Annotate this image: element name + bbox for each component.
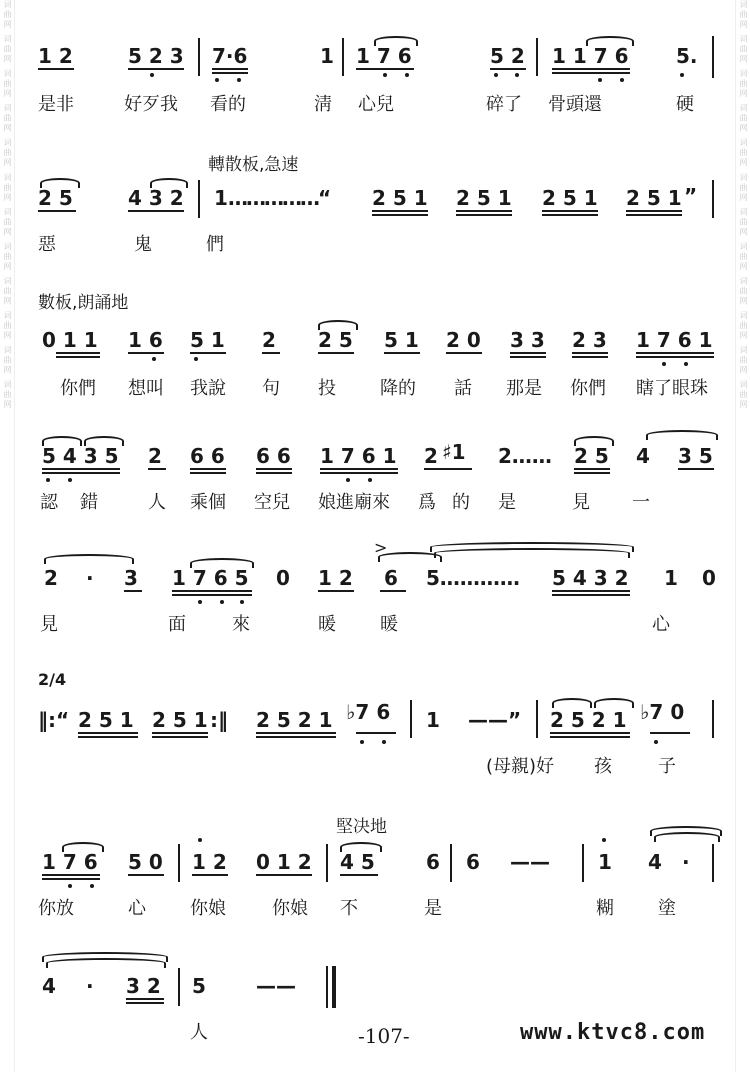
lyric: 話 [454, 378, 472, 399]
note-group: 2 5 [318, 328, 353, 352]
note-group: 5 2 [490, 44, 525, 68]
beam-line [456, 210, 512, 212]
barline [712, 36, 714, 78]
beam-line [78, 736, 138, 738]
note-group: 4 [648, 850, 662, 874]
note-group: 0 [702, 566, 716, 590]
beam-line [78, 732, 138, 734]
beam-line [256, 472, 292, 474]
beam-line [626, 210, 682, 212]
low-octave-dot [405, 73, 409, 77]
lyric: 乘個 [190, 492, 226, 513]
low-octave-dot [620, 78, 624, 82]
low-octave-dot [220, 600, 224, 604]
note-group: 2 [148, 444, 162, 468]
slur [594, 698, 634, 708]
lyric: 的 [452, 492, 470, 513]
low-octave-dot [515, 73, 519, 77]
repeat-end: :‖ [210, 708, 228, 732]
note-group: 1 1 7 6 [552, 44, 629, 68]
repeat-start: ‖:“ [38, 708, 70, 732]
note-group: 2 [262, 328, 276, 352]
note-group: 1 7 6 1 [320, 444, 397, 468]
low-octave-dot [680, 73, 684, 77]
beam-line [256, 732, 336, 734]
note-group: 1 [598, 850, 612, 874]
beam-line [126, 998, 164, 1000]
low-octave-dot [383, 73, 387, 77]
dot-extension: · [682, 850, 690, 874]
beam-line [372, 210, 428, 212]
lyric: 糊 [596, 898, 614, 919]
slur [374, 36, 418, 46]
slur [340, 842, 382, 852]
note-group: 2 5 1 [372, 186, 428, 210]
barline [712, 844, 714, 882]
note-group: 5 2 3 [128, 44, 184, 68]
lyric: 認 [40, 492, 58, 513]
tempo-marking: 堅决地 [336, 817, 387, 837]
lyric: 碎了 [486, 94, 522, 115]
low-octave-dot [684, 362, 688, 366]
right-watermark-strip: 词曲网 词曲网 词曲网 词曲网 词曲网 词曲网 词曲网 词曲网 词曲网 词曲网 词曲网 词曲网 [735, 0, 750, 1072]
low-octave-dot [150, 73, 154, 77]
beam-line [190, 472, 226, 474]
barline [536, 700, 538, 738]
beam-line [172, 590, 252, 592]
lyric: 娘進廟來 [318, 492, 390, 513]
lyric: 爲 [418, 492, 436, 513]
lyric: 心 [652, 614, 670, 635]
note-group: 3 5 [678, 444, 713, 468]
note-group: 2 3 [572, 328, 607, 352]
lyric: 投 [318, 378, 336, 399]
note-group: 2 0 [446, 328, 481, 352]
slur [574, 436, 614, 446]
lyric: 子 [658, 756, 676, 777]
barline [178, 844, 180, 882]
beam-line [42, 874, 100, 876]
lyric: 淸 [314, 94, 332, 115]
website-watermark: www.ktvc8.com [520, 1020, 706, 1045]
note-group: 1 7 6 [42, 850, 98, 874]
tempo-marking: 數板,朗誦地 [38, 293, 129, 313]
beam-line [128, 68, 184, 70]
lyric: 是非 [38, 94, 74, 115]
beam-line [190, 352, 226, 354]
beam-line [152, 736, 208, 738]
low-octave-dot [360, 740, 364, 744]
lyric: 們 [206, 234, 224, 255]
low-octave-dot [152, 357, 156, 361]
lyric: 硬 [676, 94, 694, 115]
note-group: 5 0 [128, 850, 163, 874]
beam-line [128, 352, 164, 354]
note-group: 2 5 2 1 [256, 708, 333, 732]
low-octave-dot [46, 478, 50, 482]
beam-line [318, 352, 354, 354]
beam-line [42, 468, 120, 470]
note-group: 2 [44, 566, 58, 590]
note-group: 1 7 6 [356, 44, 412, 68]
lyric: 見 [572, 492, 590, 513]
beam-line [446, 352, 482, 354]
beam-line [148, 468, 166, 470]
slur [318, 320, 358, 330]
slur [378, 552, 442, 562]
closing-quote: ” [684, 184, 698, 208]
note-group: 6 [466, 850, 480, 874]
note-group: 1 2 [38, 44, 73, 68]
note-group: 4 3 2 [128, 186, 184, 210]
lyric: 錯 [80, 492, 98, 513]
beam-line [510, 356, 546, 358]
note-group: 1 7 6 1 [636, 328, 713, 352]
note-group: 4 [636, 444, 650, 468]
low-octave-dot [598, 78, 602, 82]
lyric: 我說 [190, 378, 226, 399]
lyric: 一 [632, 492, 650, 513]
beam-line [318, 590, 354, 592]
note-group: 2 5 2 1 [550, 708, 627, 732]
note-group: 5 4 3 2 [552, 566, 629, 590]
note-group: 2 5 [574, 444, 609, 468]
low-octave-dot [194, 357, 198, 361]
flat-note: ♭7 0 [640, 700, 685, 724]
barline [712, 180, 714, 218]
hold-line: —— [510, 850, 550, 874]
beam-line [212, 72, 248, 74]
beam-line [38, 210, 76, 212]
beam-line [424, 468, 472, 470]
beam-line [340, 874, 378, 876]
high-octave-dot [602, 838, 606, 842]
tempo-marking: 轉散板,急速 [208, 155, 299, 175]
note-group: 2 5 [38, 186, 73, 210]
accent-mark: > [374, 538, 388, 557]
barline [198, 38, 200, 76]
note-group: 2 5 1 [152, 708, 208, 732]
barline [582, 844, 584, 882]
note-group: 2 5 1 [626, 186, 682, 210]
hold-line: ——” [468, 708, 522, 732]
note-group: 4 5 [340, 850, 375, 874]
beam-line [456, 214, 512, 216]
beam-line [38, 68, 74, 70]
barline [326, 844, 328, 882]
beam-line [552, 68, 630, 70]
low-octave-dot [382, 740, 386, 744]
beam-line [542, 210, 598, 212]
beam-line [650, 732, 690, 734]
note-group: 3 [124, 566, 138, 590]
lyric: 塗 [658, 898, 676, 919]
low-octave-dot [368, 478, 372, 482]
lyric: 不 [340, 898, 358, 919]
beam-line [626, 214, 682, 216]
slur [190, 558, 254, 568]
beam-line [128, 210, 184, 212]
slur [42, 436, 82, 446]
lyric: 想叫 [128, 378, 164, 399]
lyric: 你們 [60, 378, 96, 399]
flat-note: ♭7 6 [346, 700, 391, 724]
dot-extension: · [86, 566, 94, 590]
beam-line [636, 356, 714, 358]
beam-line [152, 732, 208, 734]
note-group: 2 5 1 [456, 186, 512, 210]
lyric: 見 [40, 614, 58, 635]
beam-line [56, 352, 100, 354]
low-octave-dot [237, 78, 241, 82]
lyric: 降的 [380, 378, 416, 399]
beam-line [542, 214, 598, 216]
beam-line [552, 72, 630, 74]
lyric: 你放 [38, 898, 74, 919]
lyric: 心兒 [358, 94, 394, 115]
lyric: 人 [190, 1022, 208, 1043]
note-group: 1 [426, 708, 440, 732]
slur [434, 548, 630, 558]
note-group: 5 1 [384, 328, 419, 352]
note-group: 2 5 1 [542, 186, 598, 210]
note-group: 5. [676, 44, 698, 68]
beam-line [552, 590, 630, 592]
note-group: 0 [276, 566, 290, 590]
beam-line [678, 468, 714, 470]
barline [178, 968, 180, 1006]
final-barline-thick [332, 966, 336, 1008]
note-group: 2 [424, 444, 438, 468]
lyric: 好歹我 [124, 94, 178, 115]
low-octave-dot [215, 78, 219, 82]
lyric: 那是 [506, 378, 542, 399]
low-octave-dot [198, 600, 202, 604]
note-group: 6 [426, 850, 440, 874]
beam-line [550, 732, 630, 734]
note-group: 5 [192, 974, 206, 998]
barline [198, 180, 200, 218]
beam-line [42, 878, 100, 880]
slur [62, 842, 104, 852]
note-group: 6 6 [190, 444, 225, 468]
lyric: 面 [168, 614, 186, 635]
beam-line [574, 468, 610, 470]
note-group: 3 2 [126, 974, 161, 998]
beam-line [636, 352, 714, 354]
lyric: 你娘 [190, 898, 226, 919]
slur [46, 958, 166, 968]
lyric: 你娘 [272, 898, 308, 919]
beam-line [320, 472, 398, 474]
lyric: 暖 [380, 614, 398, 635]
beam-line [256, 874, 312, 876]
note-group: 5 4 3 5 [42, 444, 119, 468]
left-watermark-strip: 词曲网 词曲网 词曲网 词曲网 词曲网 词曲网 词曲网 词曲网 词曲网 词曲网 词曲网 词曲网 [0, 0, 15, 1072]
time-signature: 2/4 [38, 670, 67, 689]
slur [40, 178, 80, 188]
beam-line [372, 214, 428, 216]
lyric: 惡 [38, 234, 56, 255]
beam-line [172, 594, 252, 596]
sharp-note: ♯1 [442, 440, 466, 464]
beam-line [356, 732, 396, 734]
beam-line [550, 736, 630, 738]
note-group: 1 2 [192, 850, 227, 874]
lyric: 瞎了眼珠 [636, 378, 708, 399]
beam-line [124, 590, 142, 592]
high-octave-dot [198, 838, 202, 842]
barline [342, 38, 344, 76]
slur [552, 698, 592, 708]
beam-line [490, 68, 526, 70]
lyric: 心 [128, 898, 146, 919]
low-octave-dot [68, 884, 72, 888]
lyric: 是 [498, 492, 516, 513]
note-group: 0 1 2 [256, 850, 312, 874]
beam-line [552, 594, 630, 596]
fermata-dots: ……………“ [228, 186, 330, 210]
note-group: 1 [214, 186, 228, 210]
note-group: 1 [664, 566, 678, 590]
beam-line [190, 468, 226, 470]
barline [712, 700, 714, 738]
barline [536, 38, 538, 76]
beam-line [212, 68, 248, 70]
lyric: 是 [424, 898, 442, 919]
low-octave-dot [346, 478, 350, 482]
beam-line [510, 352, 546, 354]
lyric: 骨頭還 [548, 94, 602, 115]
low-octave-dot [654, 740, 658, 744]
slur [84, 436, 124, 446]
slur [150, 178, 188, 188]
lyric: 鬼 [134, 234, 152, 255]
note-group: 5………… [426, 566, 520, 590]
beam-line [128, 874, 164, 876]
note-group: 1 [320, 44, 334, 68]
slur [44, 554, 134, 564]
lyric: 暖 [318, 614, 336, 635]
beam-line [572, 352, 608, 354]
hold-line: —— [256, 974, 296, 998]
low-octave-dot [240, 600, 244, 604]
lyric: (母親)好 [486, 756, 555, 777]
slur [654, 832, 720, 842]
slur [586, 36, 634, 46]
lyric: 你們 [570, 378, 606, 399]
low-octave-dot [68, 478, 72, 482]
slur [646, 430, 718, 440]
beam-line [574, 472, 610, 474]
beam-line [320, 468, 398, 470]
lyric: 孩 [594, 756, 612, 777]
beam-line [356, 68, 414, 70]
beam-line [256, 736, 336, 738]
note-group: 4 [42, 974, 56, 998]
final-barline-thin [326, 966, 328, 1008]
low-octave-dot [494, 73, 498, 77]
beam-line [384, 352, 420, 354]
lyric: 空兒 [254, 492, 290, 513]
dot-extension: · [86, 974, 94, 998]
note-group: 5 1 [190, 328, 225, 352]
beam-line [256, 468, 292, 470]
low-octave-dot [662, 362, 666, 366]
lyric: 來 [232, 614, 250, 635]
barline [410, 700, 412, 738]
lyric: 人 [148, 492, 166, 513]
note-group: 1 6 [128, 328, 163, 352]
beam-line [126, 1002, 164, 1004]
page-number: -107- [358, 1024, 410, 1048]
note-group: 1 7 6 5 [172, 566, 249, 590]
beam-line [42, 472, 120, 474]
note-group: 2…… [498, 444, 552, 468]
note-group: 6 6 [256, 444, 291, 468]
beam-line [380, 590, 406, 592]
note-group: 0 1 1 [42, 328, 98, 352]
barline [450, 844, 452, 882]
lyric: 句 [262, 378, 280, 399]
note-group: 3 3 [510, 328, 545, 352]
note-group: 1 2 [318, 566, 353, 590]
beam-line [56, 356, 100, 358]
beam-line [192, 874, 228, 876]
beam-line [572, 356, 608, 358]
lyric: 看的 [210, 94, 246, 115]
beam-line [262, 352, 280, 354]
note-group: 2 5 1 [78, 708, 134, 732]
note-group: 7·6 [212, 44, 248, 68]
note-group: 6 [384, 566, 398, 590]
low-octave-dot [90, 884, 94, 888]
